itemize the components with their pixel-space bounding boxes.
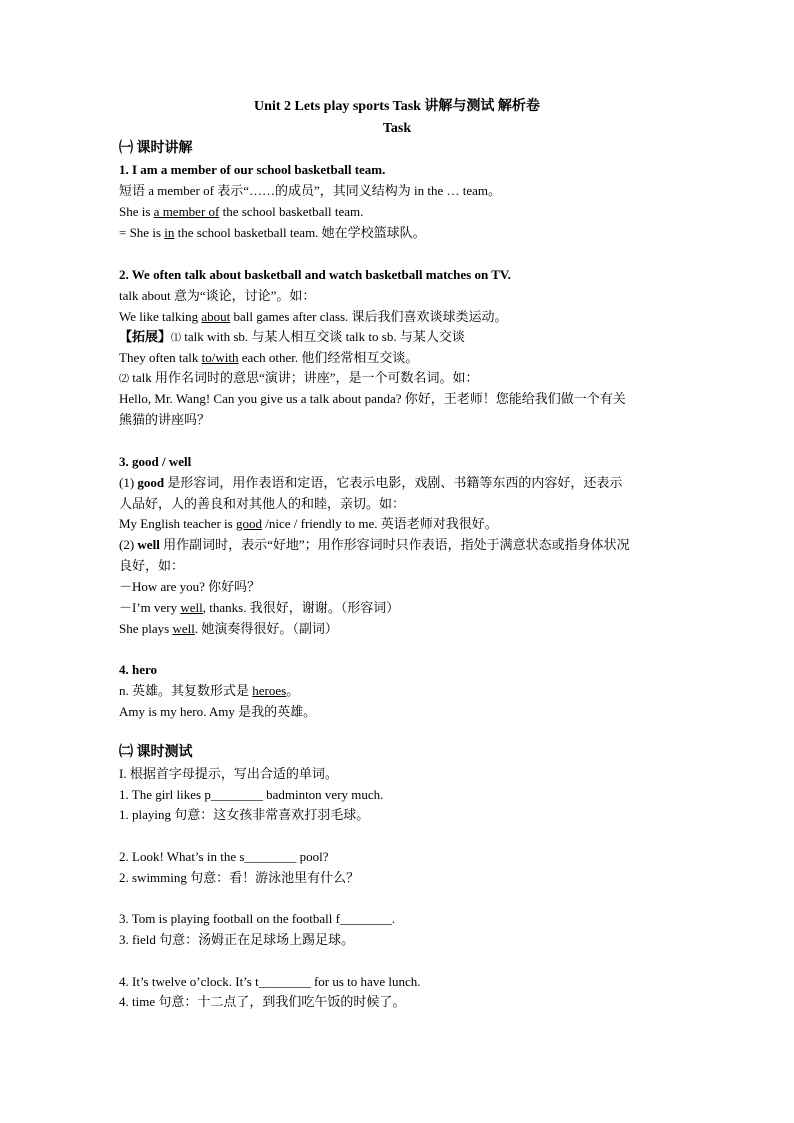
point-3-line: 良好，如： <box>119 558 185 573</box>
underlined-word: good <box>235 516 262 531</box>
question-1: 1. The girl likes p________ badminton very much. <box>119 787 384 802</box>
point-1-example: = She is in the school basketball team. 她在学校篮球队。 <box>119 225 426 240</box>
point-3-line: (2) well 用作副词时，表示“好地”；用作形容词时只作表语，指处于满意状态或指身体状况 <box>119 537 630 552</box>
underlined-phrase: in <box>164 225 175 240</box>
answer-3: 3. field 句意：汤姆正在足球场上踢足球。 <box>119 932 355 947</box>
point-2-example: We like talking about ball games after class. 课后我们喜欢谈球类运动。 <box>119 309 508 324</box>
point-1-example: She is a member of the school basketball team. <box>119 204 364 219</box>
point-3-example: She plays well. 她演奏得很好。（副词） <box>119 621 338 636</box>
point-1-line: 短语 a member of 表示“……的成员”，其同义结构为 in the … team。 <box>119 183 501 198</box>
point-4-line: n. 英雄。其复数形式是 heroes。 <box>119 683 300 698</box>
question-2: 2. Look! What’s in the s________ pool? <box>119 849 329 864</box>
point-3-line: (1) good 是形容词，用作表语和定语，它表示电影，戏剧、书籍等东西的内容好，还表示 <box>119 475 623 490</box>
question-4: 4. It’s twelve o’clock. It’s t________ for us to have lunch. <box>119 974 421 989</box>
underlined-word: well <box>180 600 203 615</box>
point-2-example: Hello, Mr. Wang! Can you give us a talk about panda? 你好，王老师！您能给我们做一个有关 <box>119 391 626 406</box>
point-4-example: Amy is my hero. Amy 是我的英雄。 <box>119 704 317 719</box>
underlined-phrase: to/with <box>201 350 239 365</box>
point-3-example: －How are you? 你好吗？ <box>119 579 261 594</box>
answer-4: 4. time 句意：十二点了，到我们吃午饭的时候了。 <box>119 994 406 1009</box>
section-heading-lesson: ㈠ 课时讲解 <box>119 141 193 156</box>
question-3: 3. Tom is playing football on the football f________. <box>119 911 396 926</box>
point-1-heading: 1. I am a member of our school basketball team. <box>119 162 386 177</box>
point-3-heading: 3. good / well <box>119 454 192 469</box>
answer-2: 2. swimming 句意：看！游泳池里有什么？ <box>119 870 360 885</box>
point-2-extension: 【拓展】⑴ talk with sb. 与某人相互交谈 talk to sb. 与某人交谈 <box>119 329 465 344</box>
point-4-heading: 4. hero <box>119 662 158 677</box>
section-heading-test: ㈡ 课时测试 <box>119 745 193 760</box>
point-2-example: They often talk to/with each other. 他们经常相互交谈。 <box>119 350 419 365</box>
point-2-line: talk about 意为“谈论，讨论”。如： <box>119 288 316 303</box>
point-2-heading: 2. We often talk about basketball and watch basketball matches on TV. <box>119 267 511 282</box>
page-subtitle: Task <box>382 121 412 136</box>
point-3-example: －I’m very well, thanks. 我很好，谢谢。（形容词） <box>119 600 400 615</box>
underlined-phrase: a member of <box>153 204 220 219</box>
point-2-note: ⑵ talk 用作名词时的意思“演讲；讲座”，是一个可数名词。如： <box>119 370 479 385</box>
point-3-line: 人品好，人的善良和对其他人的和睦，亲切。如： <box>119 496 406 511</box>
underlined-word: well <box>172 621 195 636</box>
underlined-phrase: about <box>201 309 231 324</box>
page-title: Unit 2 Lets play sports Task 讲解与测试 解析卷 <box>254 99 540 114</box>
point-2-example: 熊猫的讲座吗？ <box>119 412 211 427</box>
point-3-example: My English teacher is good /nice / friendly to me. 英语老师对我很好。 <box>119 516 498 531</box>
test-instruction: I. 根据首字母提示，写出合适的单词。 <box>119 766 338 781</box>
underlined-word: heroes <box>252 683 287 698</box>
answer-1: 1. playing 句意：这女孩非常喜欢打羽毛球。 <box>119 807 370 822</box>
